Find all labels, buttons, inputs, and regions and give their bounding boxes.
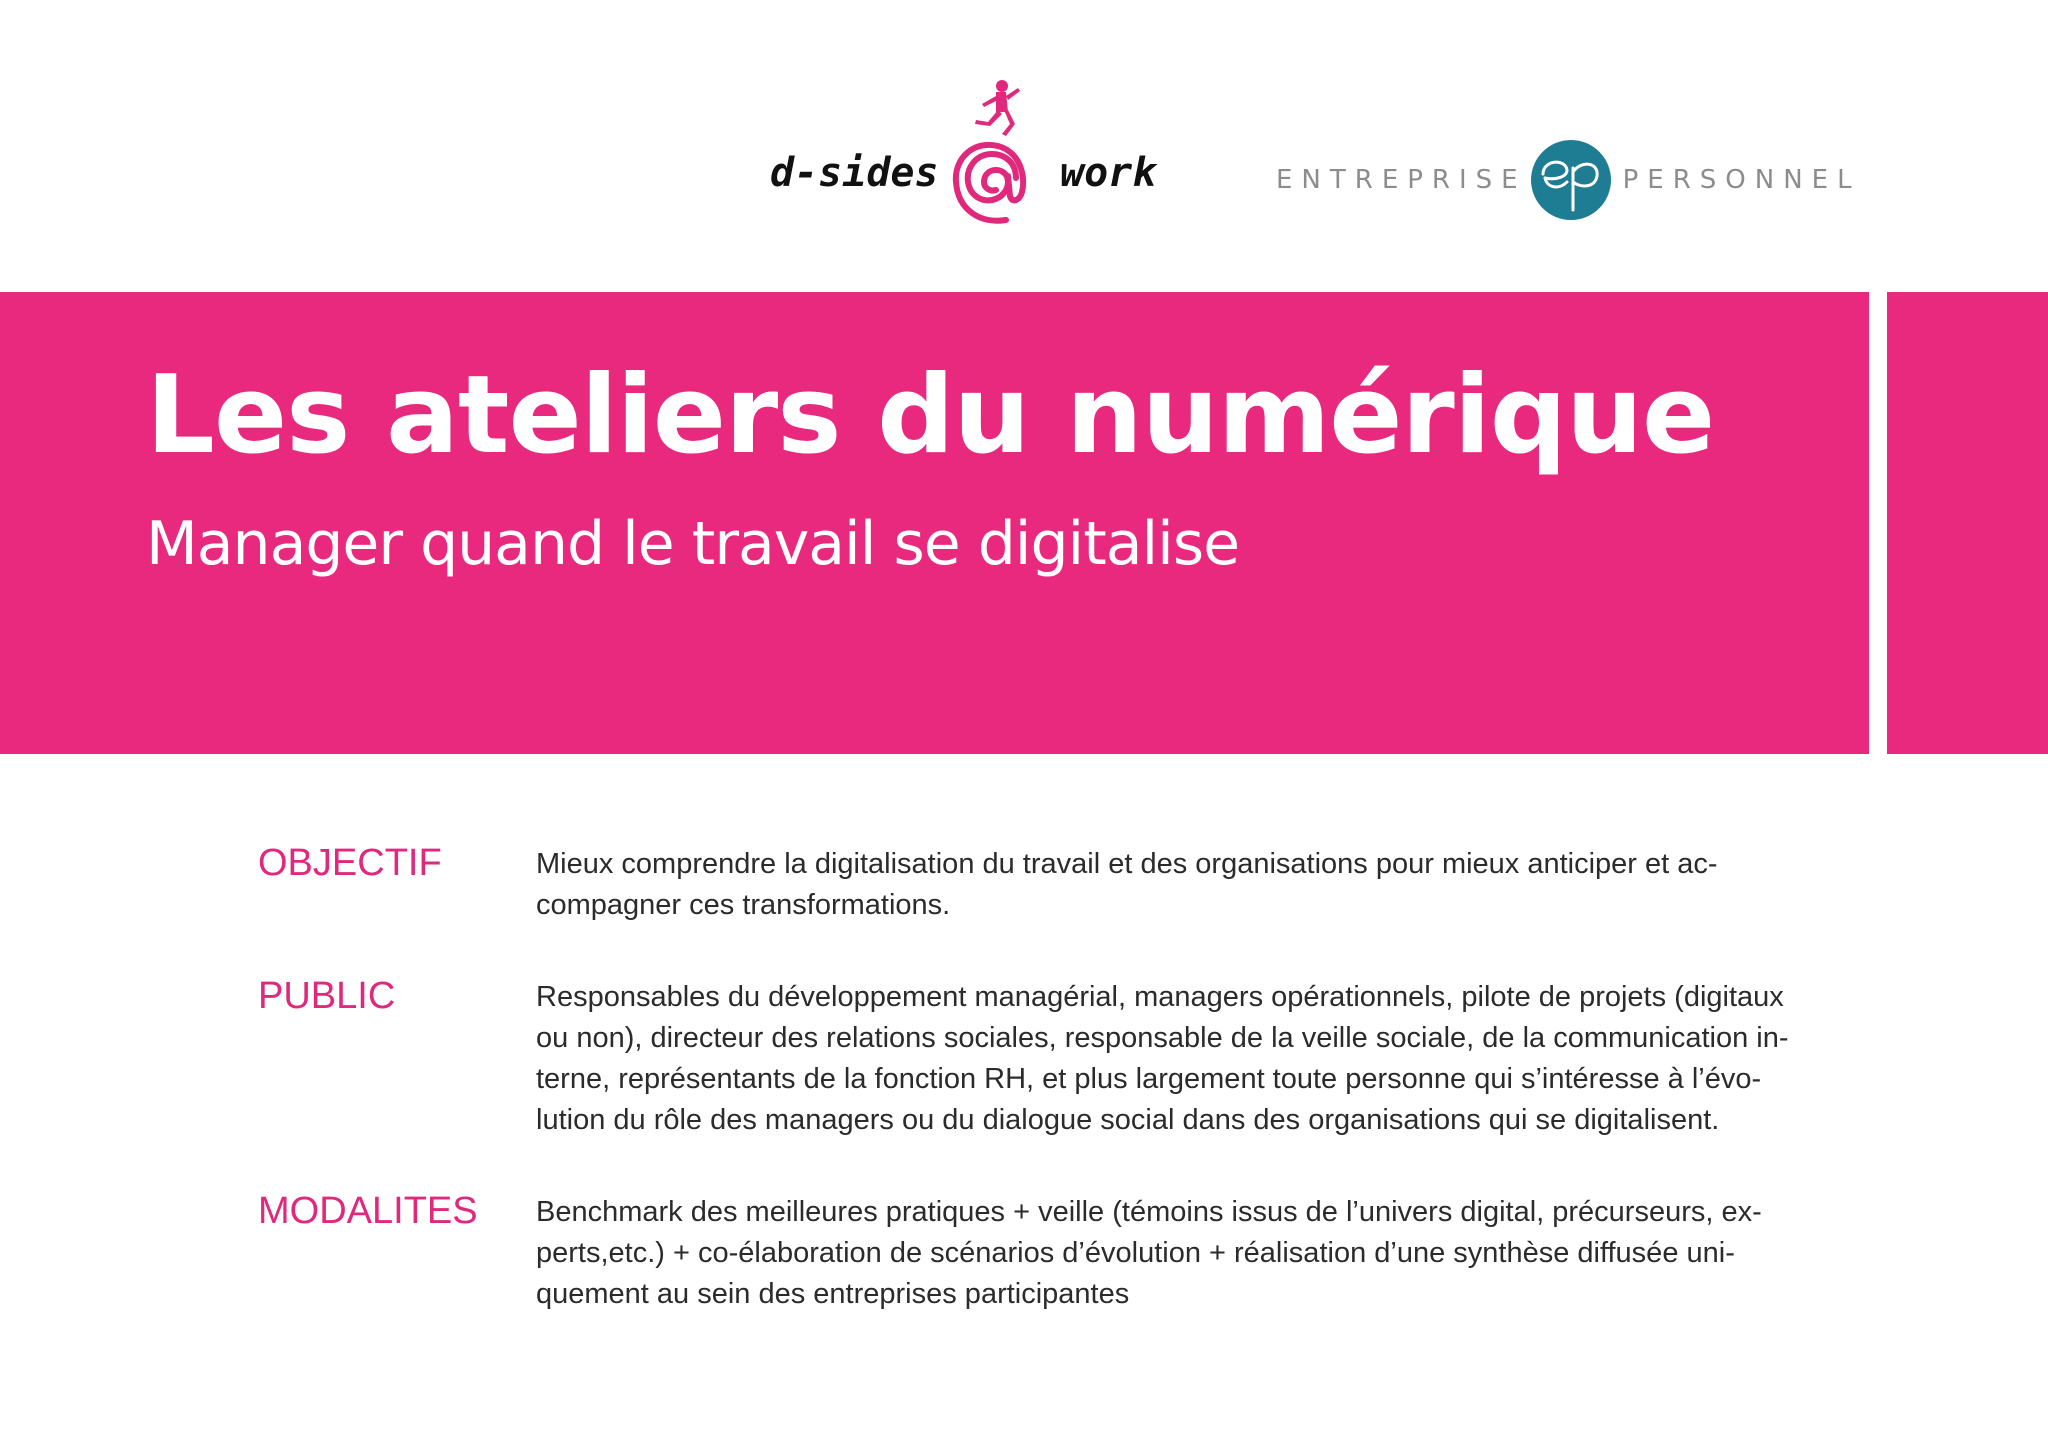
- svg-text:work: work: [1060, 150, 1157, 196]
- text-line: Benchmark des meilleures pratiques + veille (témoins issus de l’univers digital, précurseurs, ex-: [536, 1196, 1762, 1228]
- text-line: terne, représentants de la fonction RH, et plus largement toute personne qui s’intéresse à l’évo-: [536, 1063, 1762, 1095]
- text-line: quement au sein des entreprises participantes: [536, 1278, 1130, 1310]
- text-line: Mieux comprendre la digitalisation du travail et des organisations pour mieux anticiper et ac-: [536, 848, 1718, 880]
- entreprise-personnel-logo: [1276, 138, 1866, 222]
- section-text: [536, 1192, 1881, 1315]
- at-sign-icon: [956, 145, 1023, 221]
- section-label: PUBLIC: [258, 975, 396, 1017]
- runner-icon: [975, 80, 1020, 136]
- logo-word-entreprise: ENTREPRISE: [1276, 165, 1527, 195]
- section-label: OBJECTIF: [258, 842, 442, 884]
- text-line: perts,etc.) + co-élaboration de scénarios d’évolution + réalisation d’une synthèse diffusée uni-: [536, 1237, 1735, 1269]
- text-line: lution du rôle des managers ou du dialogue social dans des organisations qui se digitalisent.: [536, 1104, 1720, 1136]
- logo-word-personnel: PERSONNEL: [1622, 165, 1861, 195]
- section-label: MODALITES: [258, 1190, 478, 1232]
- dsides-at-work-logo: [770, 78, 1190, 238]
- text-line: ou non), directeur des relations sociales, responsable de la veille sociale, de la communication in-: [536, 1022, 1789, 1054]
- ep-badge-icon: [1529, 138, 1613, 222]
- text-line: Responsables du développement managérial, managers opérationnels, pilote de projets (digitaux: [536, 981, 1784, 1013]
- banner-side-tab: [1887, 292, 2048, 754]
- page-title: Les ateliers du numérique: [146, 353, 1715, 478]
- section-text: [536, 977, 1881, 1141]
- svg-text:d-sides: d-sides: [770, 150, 939, 196]
- page-subtitle: Manager quand le travail se digitalise: [146, 509, 1240, 579]
- text-line: compagner ces transformations.: [536, 889, 951, 921]
- section-text: [536, 844, 1881, 926]
